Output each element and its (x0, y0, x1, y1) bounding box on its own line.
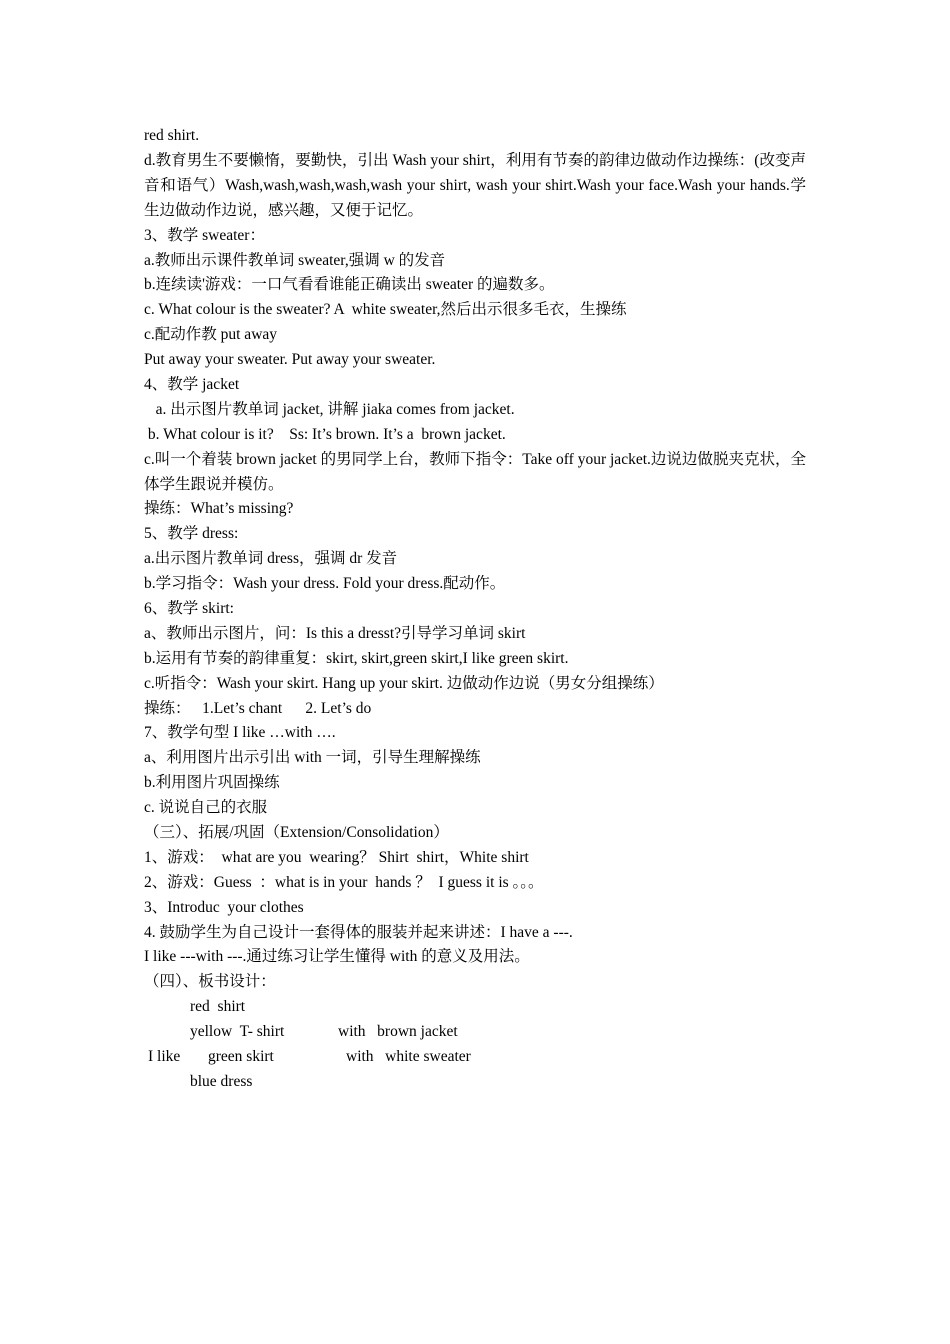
text-line: a.出示图片教单词 dress，强调 dr 发音 (144, 550, 398, 568)
text-line: 操练： 1.Let’s chant 2. Let’s do (144, 699, 372, 717)
board-with-phrase: with brown jacket (338, 1023, 458, 1041)
section-heading: 6、教学 skirt: (144, 600, 234, 617)
text-paragraph: d.教育男生不要懒惰，要勤快，引出 Wash your shirt，利用有节奏的韵律边做动作边操练：(改变声音和语气）Wash,wash,wash,wash,wash your shirt, wash your shirt.Wash your face.Wash your hands.学生边做动作边说，感兴趣，又便于记忆。 (144, 151, 806, 219)
board-item: red shirt (190, 998, 246, 1016)
text-line: b. What colour is it? Ss: It’s brown. It’s a brown jacket. (144, 425, 506, 443)
text-line: 4. 鼓励学生为自己设计一套得体的服装并起来讲述：I have a ---. (144, 923, 573, 941)
blackboard-design (144, 995, 806, 1095)
text-line: a、利用图片出示引出 with 一词，引导生理解操练 (144, 749, 481, 767)
text-line: b.运用有节奏的韵律重复：skirt, skirt,green skirt,I like green skirt. (144, 649, 569, 667)
text-line: b.连续读'游戏：一口气看看谁能正确读出 sweater 的遍数多。 (144, 276, 555, 294)
text-line: 2、游戏：Guess ：what is in your hands ？ I guess it is 。。。 (144, 873, 544, 891)
text-line: 操练：What’s missing? (144, 500, 294, 518)
text-line: b.学习指令：Wash your dress. Fold your dress.配动作。 (144, 575, 506, 593)
text-line: c.配动作教 put away (144, 326, 278, 344)
section-heading: 7、教学句型 I like …with …. (144, 724, 336, 742)
board-i-like: I like (148, 1048, 181, 1066)
text-line: I like ---with ---.通过练习让学生懂得 with 的意义及用法。 (144, 948, 530, 966)
text-line: c. 说说自己的衣服 (144, 799, 268, 817)
text-line: 1、游戏： what are you wearing？ Shirt shirt，White shirt (144, 848, 529, 866)
section-heading: 3、教学 sweater： (144, 226, 265, 244)
board-item: green skirt (208, 1048, 274, 1066)
section-heading: （三）、拓展/巩固（Extension/Consolidation） (144, 824, 449, 842)
text-line: a. 出示图片教单词 jacket, 讲解 jiaka comes from jacket. (144, 400, 515, 418)
section-heading: 4、教学 jacket (144, 375, 240, 393)
text-line: Put away your sweater. Put away your sweater. (144, 351, 436, 369)
text-line: a.教师出示课件教单词 sweater,强调 w 的发音 (144, 251, 446, 269)
text-line: c. What colour is the sweater? A white sweater,然后出示很多毛衣，生操练 (144, 301, 627, 319)
text-line: 3、Introduc your clothes (144, 898, 304, 916)
section-heading: （四）、板书设计： (144, 973, 276, 991)
board-item: yellow T- shirt (190, 1023, 285, 1041)
board-with-phrase: with white sweater (346, 1048, 471, 1066)
text-line: c.听指令：Wash your skirt. Hang up your skirt. 边做动作边说（男女分组操练） (144, 674, 664, 692)
text-paragraph: c.叫一个着装 brown jacket 的男同学上台，教师下指令：Take off your jacket.边说边做脱夹克状，全体学生跟说并模仿。 (144, 450, 806, 493)
document-body (144, 124, 806, 1095)
section-heading: 5、教学 dress: (144, 525, 239, 543)
text-line: red shirt. (144, 127, 200, 144)
text-line: b.利用图片巩固操练 (144, 774, 280, 792)
text-line: a、教师出示图片，问：Is this a dresst?引导学习单词 skirt (144, 624, 526, 642)
board-item: blue dress (190, 1072, 253, 1090)
